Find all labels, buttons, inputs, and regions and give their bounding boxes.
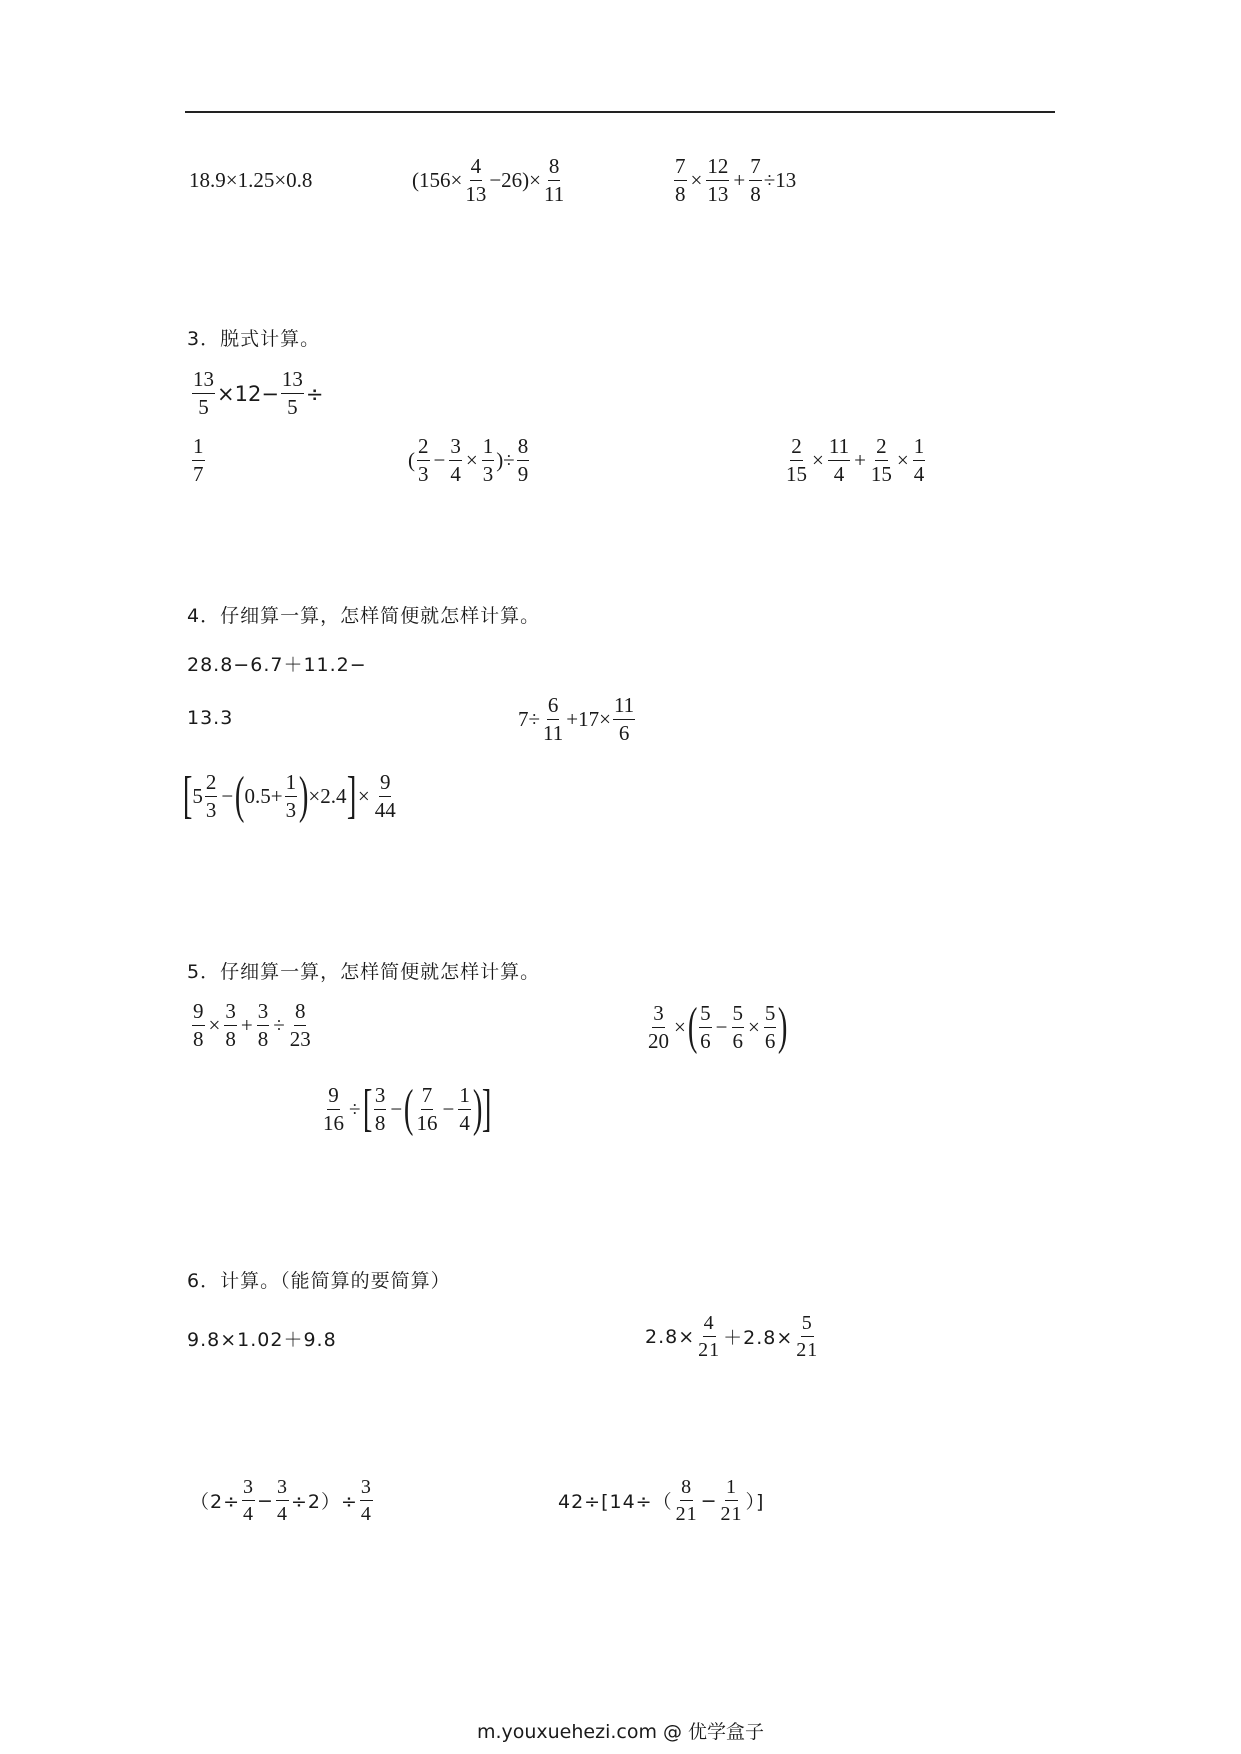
fraction: $\frac{1}{3}$ — [482, 434, 494, 486]
fraction: $\frac{8}{9}$ — [517, 434, 529, 486]
fraction: $\frac{1}{4}$ — [913, 434, 925, 486]
section-3-expr-1-cont — [190, 436, 207, 485]
fraction: $\frac{4}{13}$ — [465, 154, 487, 206]
section-6-expr-2: 2.8× $\frac{4}{21}$ ＋2.8× $\frac{5}{21}$ — [645, 1312, 819, 1361]
fraction: $\frac{7}{8}$ — [750, 154, 761, 206]
section-4-title: 4．仔细算一算，怎样简便就怎样计算。 — [187, 605, 541, 627]
fraction: $\frac{6}{11}$ — [543, 693, 564, 745]
fraction: $\frac{5}{6}$ — [700, 1000, 711, 1053]
section-4-expr-1-line2: 13.3 — [187, 707, 234, 729]
fraction: $\frac{5}{6}$ — [764, 1000, 776, 1053]
fraction: $\frac{3}{8}$ — [225, 999, 236, 1051]
fraction: $\frac{11}{6}$ — [613, 693, 635, 745]
section-4-expr-3: [ 5 $\frac{2}{3}$ − ( 0.5+ $\frac{1}{3}$ ) ×2.4 ] × $\frac{9}{44}$ — [182, 767, 396, 824]
section-6-expr-1: 9.8×1.02＋9.8 — [187, 1329, 337, 1351]
fraction: $\frac{9}{8}$ — [193, 999, 204, 1051]
section-5-expr-1: $\frac{9}{8}$ × $\frac{3}{8}$ + $\frac{3}{8}$ ÷ $\frac{8}{23}$ — [193, 999, 311, 1051]
fraction: $\frac{1}{4}$ — [459, 1082, 470, 1135]
fraction: $\frac{9}{44}$ — [374, 769, 396, 822]
section-3-expr-1: $\frac{13}{5}$ ×12− $\frac{13}{5}$ ÷ — [193, 367, 324, 419]
section-3-expr-3: $\frac{2}{15}$ × $\frac{11}{4}$ + $\frac{2}{15}$ × $\frac{1}{4}$ — [786, 434, 925, 486]
section-5-expr-3: $\frac{9}{16}$ ÷ [ $\frac{3}{8}$ − ( $\frac{7}{16}$ − $\frac{1}{4}$ ) ] — [323, 1080, 492, 1137]
fraction: $\frac{3}{4}$ — [243, 1476, 255, 1525]
section-6-title: 6．计算。（能简算的要简算） — [187, 1270, 451, 1292]
fraction: $\frac{7}{16}$ — [416, 1082, 438, 1135]
fraction: $\frac{3}{8}$ — [374, 1082, 386, 1135]
section-6-expr-4: 42÷[14÷（ $\frac{8}{21}$ − $\frac{1}{21}$ ）] — [558, 1476, 765, 1525]
problem-top-3: $\frac{7}{8}$ × $\frac{12}{13}$ + $\frac{7}{8}$ ÷13 — [675, 154, 797, 206]
fraction: $\frac{1}{21}$ — [720, 1476, 743, 1525]
fraction: $\frac{3}{20}$ — [648, 1000, 669, 1053]
fraction: $\frac{2}{15}$ — [870, 434, 892, 486]
footer-watermark: m.youxuehezi.com @ 优学盒子 — [476, 1721, 765, 1743]
section-6-expr-3: （2÷ $\frac{3}{4}$ − $\frac{3}{4}$ ÷2）÷ $\frac{3}{4}$ — [190, 1476, 372, 1525]
fraction: $\frac{13}{5}$ — [281, 367, 303, 419]
fraction: $\frac{12}{13}$ — [707, 154, 729, 206]
fraction: $\frac{8}{23}$ — [289, 999, 311, 1051]
fraction: $\frac{9}{16}$ — [323, 1082, 344, 1135]
fraction: $\frac{8}{11}$ — [544, 154, 565, 206]
fraction: $\frac{3}{8}$ — [257, 999, 269, 1051]
fraction: $\frac{3}{4}$ — [450, 434, 461, 486]
fraction: $\frac{5}{21}$ — [796, 1312, 819, 1361]
section-3-expr-2: ( $\frac{2}{3}$ − $\frac{3}{4}$ × $\frac{1}{3}$ )÷ $\frac{8}{9}$ — [408, 434, 529, 486]
fraction: $\frac{3}{4}$ — [360, 1476, 372, 1525]
fraction: $\frac{1}{7}$ — [193, 434, 204, 486]
fraction: $\frac{1}{3}$ — [285, 769, 297, 822]
fraction: $\frac{7}{8}$ — [675, 154, 686, 206]
fraction: $\frac{4}{21}$ — [698, 1312, 721, 1361]
section-5-expr-2: $\frac{3}{20}$ × ( $\frac{5}{6}$ − $\frac{5}{6}$ × $\frac{5}{6}$ ) — [648, 998, 788, 1055]
fraction: $\frac{5}{6}$ — [732, 1000, 744, 1053]
fraction: $\frac{13}{5}$ — [193, 367, 214, 419]
fraction: $\frac{8}{21}$ — [675, 1476, 698, 1525]
fraction: $\frac{2}{15}$ — [786, 434, 807, 486]
section-3-title: 3．脱式计算。 — [187, 328, 321, 350]
problem-top-2: (156× $\frac{4}{13}$ −26)× $\frac{8}{11}$ — [412, 154, 565, 206]
section-4-expr-1-line1: 28.8−6.7＋11.2− — [187, 654, 367, 676]
fraction: $\frac{2}{3}$ — [418, 434, 429, 486]
section-4-expr-2: 7÷ $\frac{6}{11}$ +17× $\frac{11}{6}$ — [518, 693, 635, 745]
header-rule — [185, 111, 1055, 113]
problem-top-1: 18.9×1.25×0.8 — [189, 168, 313, 192]
fraction: $\frac{2}{3}$ — [205, 769, 217, 822]
section-5-title: 5．仔细算一算，怎样简便就怎样计算。 — [187, 961, 541, 983]
fraction: $\frac{11}{4}$ — [828, 434, 850, 486]
fraction: $\frac{3}{4}$ — [276, 1476, 288, 1525]
